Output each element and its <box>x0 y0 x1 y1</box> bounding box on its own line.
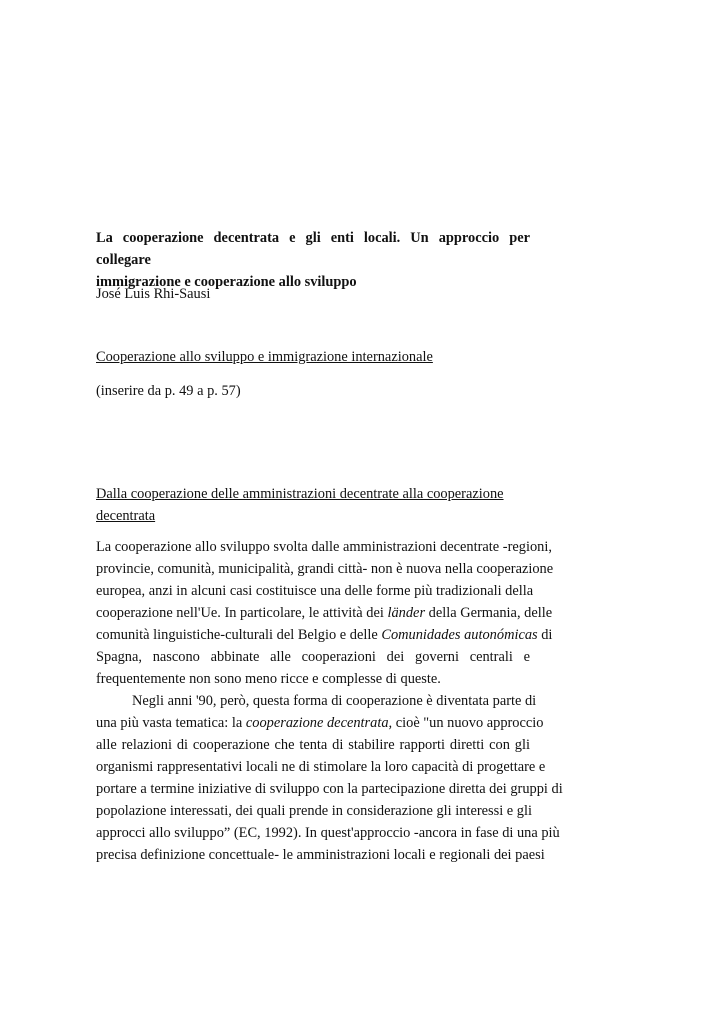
text-run: cioè "un nuovo approccio <box>392 715 544 731</box>
paragraph-line: La cooperazione allo sviluppo svolta dalle amministrazioni decentrate -regioni, <box>96 539 552 555</box>
paragraph-line: europea, anzi in alcuni casi costituisce una delle forme più tradizionali della <box>96 583 534 599</box>
paragraph-line: Spagna, nascono abbinate alle cooperazioni dei governi centrali e <box>96 649 530 665</box>
italic-term-cooperazione-decentrata: cooperazione decentrata, <box>245 715 393 731</box>
paragraph-line <box>96 624 553 646</box>
heading-line-1: Dalla cooperazione delle amministrazioni decentrate alla cooperazione <box>96 486 504 502</box>
author-name: José Luis Rhi-Sausi <box>96 286 211 302</box>
paragraph-2 <box>96 690 563 866</box>
text-run: di <box>537 627 553 643</box>
paragraph-line: provincie, comunità, municipalità, grandi città- non è nuova nella cooperazione <box>96 561 554 577</box>
paragraph-line: frequentemente non sono meno ricce e complesse di queste. <box>96 671 441 687</box>
paragraph-line <box>96 712 544 734</box>
italic-term-lander: länder <box>387 605 426 621</box>
paragraph-1 <box>96 536 554 690</box>
text-run: comunità linguistiche-culturali del Belgio e delle <box>96 627 382 643</box>
paragraph-line: portare a termine iniziative di sviluppo con la partecipazione diretta dei gruppi di <box>96 781 563 797</box>
insert-pages-note: (inserire da p. 49 a p. 57) <box>96 383 241 399</box>
section-heading-dalla-cooperazione <box>96 483 530 527</box>
italic-term-comunidades: Comunidades autonómicas <box>381 627 538 643</box>
paragraph-line: Negli anni '90, però, questa forma di cooperazione è diventata parte di <box>132 693 537 709</box>
text-run: cooperazione nell'Ue. In particolare, le attività dei <box>96 605 388 621</box>
paragraph-line: precisa definizione concettuale- le amministrazioni locali e regionali dei paesi <box>96 847 545 863</box>
paragraph-line: popolazione interessati, dei quali prende in considerazione gli interessi e gli <box>96 803 532 819</box>
section-heading-cooperazione: Cooperazione allo sviluppo e immigrazione internazionale <box>96 349 433 365</box>
paragraph-line <box>96 602 553 624</box>
paragraph-line: organismi rappresentativi locali ne di stimolare la loro capacità di progettare e <box>96 759 546 775</box>
text-run: della Germania, delle <box>425 605 553 621</box>
title-line-1: La cooperazione decentrata e gli enti locali. Un approccio per collegare <box>96 230 530 268</box>
paragraph-line: approcci allo sviluppo” (EC, 1992). In quest'approccio -ancora in fase di una più <box>96 825 560 841</box>
heading-line-2: decentrata <box>96 508 156 524</box>
paragraph-line: alle relazioni di cooperazione che tenta di stabilire rapporti diretti con gli <box>96 737 530 753</box>
title-line-2: immigrazione e cooperazione allo sviluppo <box>96 274 357 290</box>
text-run: una più vasta tematica: la <box>96 715 246 731</box>
